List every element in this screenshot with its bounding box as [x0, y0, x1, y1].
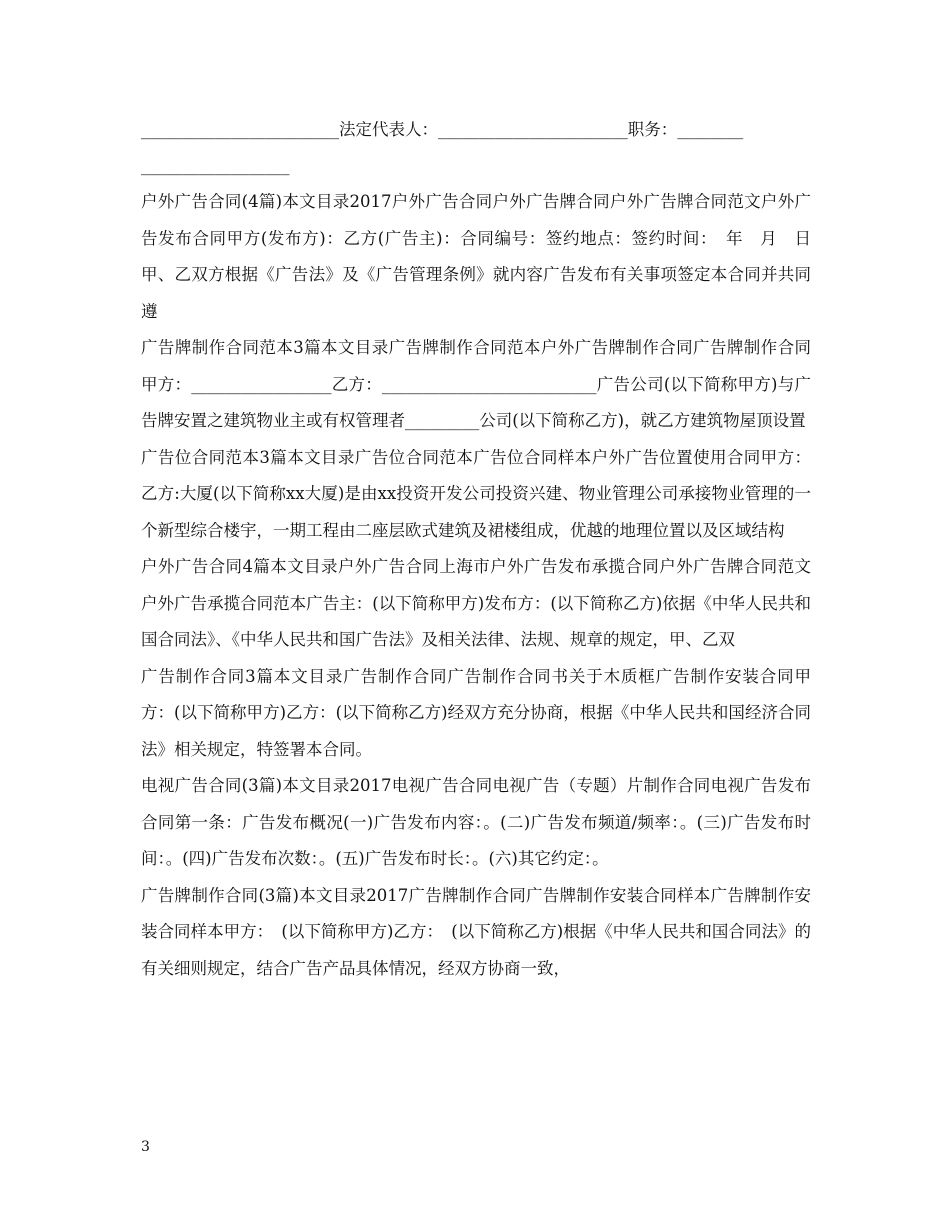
paragraph-ad-production-contract: 广告制作合同3篇本文目录广告制作合同广告制作合同书关于木质框广告制作安装合同甲方：(以下简称甲方)乙方：(以下简称乙方)经双方充分协商，根据《中华人民共和国经济合同法》相关规定，特签署本合同。 — [141, 666, 811, 759]
paragraph-outdoor-ad-contract: 户外广告合同(4篇)本文目录2017户外广告合同户外广告牌合同户外广告牌合同范文户外广告发布合同甲方(发布方)：乙方(广告主)：合同编号：签约地点：签约时间： 年 月 日甲、乙双方根据《广告法》及《广告管理条例》就内容广告发布有关事项签定本合同并共同遵 — [141, 192, 811, 321]
paragraph-outdoor-ad-contract-4: 户外广告合同4篇本文目录户外广告合同上海市户外广告发布承揽合同户外广告牌合同范文户外广告承揽合同范本广告主：(以下简称甲方)发布方：(以下简称乙方)依据《中华人民共和国合同法》、《中华人民共和国广告法》及相关法律、法规、规章的规定，甲、乙双 — [141, 557, 811, 649]
signature-line-continued: __________________ — [141, 156, 290, 175]
document-body — [141, 112, 811, 987]
paragraph-billboard-production-contract: 广告牌制作合同范本3篇本文目录广告牌制作合同范本户外广告牌制作合同广告牌制作合同甲方：_________________乙方：__________________________广告公司(以下简称甲方)与广告牌安置之建筑物业主或有权管理者_________公司(以下简称乙方)，就乙方建筑物屋顶设置 — [141, 338, 811, 430]
paragraph-tv-ad-contract: 电视广告合同(3篇)本文目录2017电视广告合同电视广告（专题）片制作合同电视广告发布合同第一条：广告发布概况(一)广告发布内容：。(二)广告发布频道/频率：。(三)广告发布时间：。(四)广告发布次数：。(五)广告发布时长：。(六)其它约定：。 — [141, 776, 811, 868]
page-number: 3 — [141, 1139, 150, 1155]
paragraph-ad-space-contract: 广告位合同范本3篇本文目录广告位合同范本广告位合同样本户外广告位置使用合同甲方：乙方:大厦(以下简称xx大厦)是由xx投资开发公司投资兴建、物业管理公司承接物业管理的一个新型综合楼宇，一期工程由二座层欧式建筑及裙楼组成，优越的地理位置以及区域结构 — [141, 447, 811, 540]
paragraph-billboard-contract-3: 广告牌制作合同(3篇)本文目录2017广告牌制作合同广告牌制作安装合同样本广告牌制作安装合同样本甲方： (以下简称甲方)乙方： (以下简称乙方)根据《中华人民共和国合同法》的有关细则规定，结合广告产品具体情况，经双方协商一致， — [141, 885, 811, 978]
signature-line: ________________________法定代表人：_______________________职务：________ — [141, 120, 744, 139]
